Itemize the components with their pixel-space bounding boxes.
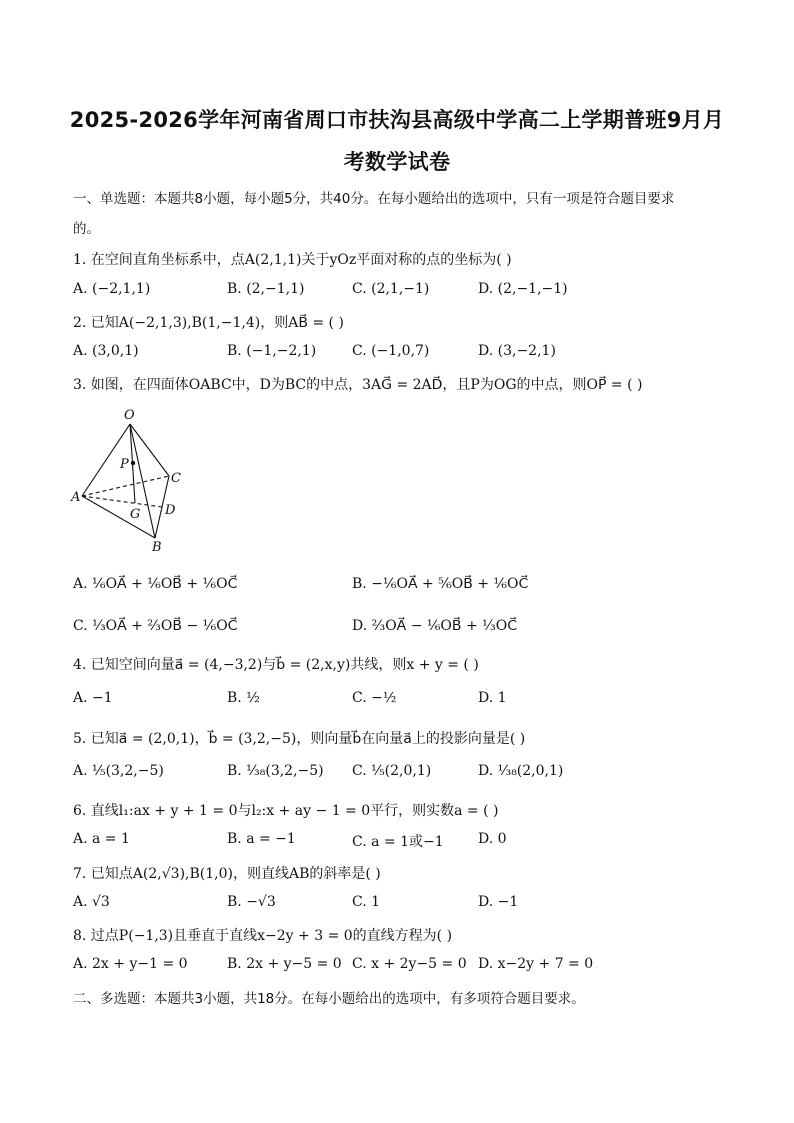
question-8-option-d: D. x−2y + 7 = 0 (478, 956, 594, 972)
figure-label-g: G (130, 507, 141, 522)
question-6-option-c: C. a = 1或−1 (352, 834, 444, 850)
question-7-option-b: B. −√3 (227, 894, 276, 910)
exam-title-line1: 2025-2026学年河南省周口市扶沟县高级中学高二上学期普班9月月 (69, 108, 725, 132)
question-3-option-d: D. ²⁄₃OA⃗ − ¹⁄₆OB⃗ + ¹⁄₃OC⃗ (352, 618, 517, 634)
question-2-option-a: A. (3,0,1) (73, 343, 139, 359)
question-3-option-b: B. −¹⁄₆OA⃗ + ⁵⁄₆OB⃗ + ¹⁄₆OC⃗ (352, 576, 529, 592)
figure-label-o: O (124, 408, 135, 423)
question-1-option-d: D. (2,−1,−1) (478, 281, 568, 297)
question-7-option-a: A. √3 (73, 894, 110, 910)
question-4-stem: 4. 已知空间向量a⃗ = (4,−3,2)与b⃗ = (2,x,y)共线，则x + y = ( ) (73, 657, 479, 673)
question-8-option-c: C. x + 2y−5 = 0 (352, 956, 467, 972)
question-7-option-d: D. −1 (478, 894, 519, 910)
exam-title-line2: 考数学试卷 (343, 150, 451, 174)
question-6-option-b: B. a = −1 (227, 831, 296, 847)
question-6-stem: 6. 直线l₁:ax + y + 1 = 0与l₂:x + ay − 1 = 0平行，则实数a = ( ) (73, 803, 499, 819)
question-4-option-a: A. −1 (73, 690, 113, 706)
section1-heading-cont: 的。 (73, 221, 100, 237)
question-4-option-d: D. 1 (478, 690, 507, 706)
question-5-stem: 5. 已知a⃗ = (2,0,1)，b⃗ = (3,2,−5)，则向量b⃗在向量a⃗上的投影向量是( ) (73, 731, 526, 747)
figure-label-d: D (165, 503, 176, 518)
question-2-option-d: D. (3,−2,1) (478, 343, 556, 359)
question-4-option-b: B. ½ (227, 690, 260, 706)
question-5-option-d: D. ¹⁄₃₈(2,0,1) (478, 763, 564, 779)
question-1-option-b: B. (2,−1,1) (227, 281, 305, 297)
question-3-option-c: C. ¹⁄₃OA⃗ + ²⁄₃OB⃗ − ¹⁄₆OC⃗ (73, 618, 238, 634)
question-2-option-c: C. (−1,0,7) (352, 343, 430, 359)
question-8-option-b: B. 2x + y−5 = 0 (227, 956, 342, 972)
tetrahedron-figure (68, 402, 198, 552)
question-6-option-a: A. a = 1 (73, 831, 130, 847)
question-7-option-c: C. 1 (352, 894, 381, 910)
question-7-stem: 7. 已知点A(2,√3),B(1,0)，则直线AB的斜率是( ) (73, 866, 381, 882)
figure-label-b: B (152, 540, 162, 552)
question-1-option-a: A. (−2,1,1) (73, 281, 151, 297)
question-8-option-a: A. 2x + y−1 = 0 (73, 956, 188, 972)
question-3-stem: 3. 如图，在四面体OABC中，D为BC的中点，3AG⃗ = 2AD⃗，且P为OG的中点，则OP⃗ = ( ) (73, 377, 643, 393)
question-8-stem: 8. 过点P(−1,3)且垂直于直线x−2y + 3 = 0的直线方程为( ) (73, 928, 453, 944)
question-1-stem: 1. 在空间直角坐标系中，点A(2,1,1)关于yOz平面对称的点的坐标为( ) (73, 252, 512, 268)
question-2-option-b: B. (−1,−2,1) (227, 343, 317, 359)
question-1-option-c: C. (2,1,−1) (352, 281, 430, 297)
question-5-option-c: C. ¹⁄₅(2,0,1) (352, 763, 432, 779)
question-3-option-a: A. ¹⁄₆OA⃗ + ¹⁄₆OB⃗ + ¹⁄₆OC⃗ (73, 576, 238, 592)
question-2-stem: 2. 已知A(−2,1,3),B(1,−1,4)，则AB⃗ = ( ) (73, 315, 344, 331)
section2-heading: 二、多选题：本题共3小题，共18分。在每小题给出的选项中，有多项符合题目要求。 (73, 991, 585, 1007)
figure-label-a: A (71, 490, 81, 505)
figure-label-p: P (120, 457, 129, 472)
question-4-option-c: C. −½ (352, 690, 397, 706)
question-5-option-b: B. ¹⁄₃₈(3,2,−5) (227, 763, 324, 779)
section1-heading: 一、单选题：本题共8小题，每小题5分，共40分。在每小题给出的选项中，只有一项是符合题目要求 (73, 191, 675, 207)
figure-label-c: C (171, 471, 181, 486)
question-5-option-a: A. ¹⁄₅(3,2,−5) (73, 763, 164, 779)
question-6-option-d: D. 0 (478, 831, 507, 847)
